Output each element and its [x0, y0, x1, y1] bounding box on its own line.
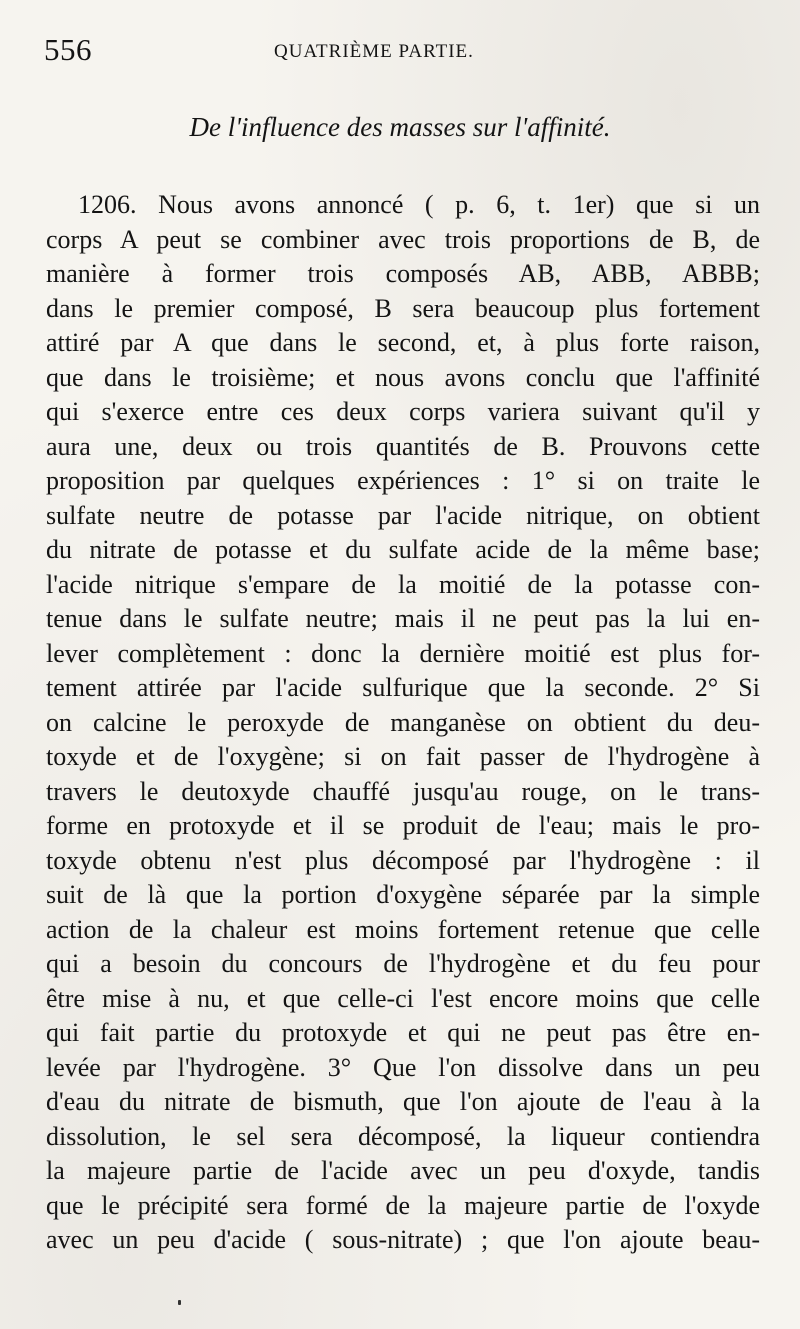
- text-line: aura une, deux ou trois quantités de B. Prouvons cette: [46, 431, 760, 461]
- text-line: corps A peut se combiner avec trois proportions de B, de: [46, 224, 760, 254]
- text-line: toxyde obtenu n'est plus décomposé par l'hydrogène : il: [46, 845, 760, 875]
- text-line: que le précipité sera formé de la majeure partie de l'oxyde: [46, 1190, 760, 1220]
- text-line: avec un peu d'acide ( sous-nitrate) ; que l'on ajoute beau-: [46, 1225, 760, 1254]
- text-line: manière à former trois composés AB, ABB, ABBB;: [46, 259, 760, 288]
- text-line: action de la chaleur est moins fortement retenue que celle: [46, 914, 760, 944]
- text-line: travers le deutoxyde chauffé jusqu'au rouge, on le trans-: [46, 776, 760, 806]
- text-line: tement attirée par l'acide sulfurique que la seconde. 2° Si: [46, 673, 760, 702]
- text-line: être mise à nu, et que celle-ci l'est encore moins que celle: [46, 983, 760, 1013]
- text-line: que dans le troisième; et nous avons conclu que l'affinité: [46, 362, 760, 392]
- text-line: on calcine le peroxyde de manganèse on obtient du deu-: [46, 707, 760, 737]
- text-line: 1206. Nous avons annoncé ( p. 6, t. 1er) que si un: [78, 190, 760, 219]
- page-header: [44, 32, 764, 72]
- running-head: QUATRIÈME PARTIE.: [274, 41, 474, 62]
- text-line: sulfate neutre de potasse par l'acide nitrique, on obtient: [46, 500, 760, 530]
- text-line: du nitrate de potasse et du sulfate acide de la même base;: [46, 535, 760, 564]
- text-line: tenue dans le sulfate neutre; mais il ne peut pas la lui en-: [46, 604, 760, 633]
- text-line: toxyde et de l'oxygène; si on fait passer de l'hydrogène à: [46, 742, 760, 771]
- text-line: d'eau du nitrate de bismuth, que l'on ajoute de l'eau à la: [46, 1087, 760, 1116]
- ink-speck: [178, 1300, 181, 1305]
- page-number: 556: [44, 32, 92, 67]
- text-line: levée par l'hydrogène. 3° Que l'on dissolve dans un peu: [46, 1052, 760, 1082]
- text-line: suit de là que la portion d'oxygène séparée par la simple: [46, 880, 760, 909]
- text-line: attiré par A que dans le second, et, à plus forte raison,: [46, 328, 760, 357]
- text-line: qui s'exerce entre ces deux corps variera suivant qu'il y: [46, 397, 760, 426]
- text-line: dans le premier composé, B sera beaucoup plus fortement: [46, 293, 760, 323]
- body-paragraph: [46, 188, 760, 1258]
- section-title: De l'influence des masses sur l'affinité.: [189, 112, 611, 142]
- text-line: forme en protoxyde et il se produit de l'eau; mais le pro-: [46, 811, 760, 840]
- text-line: dissolution, le sel sera décomposé, la liqueur contiendra: [46, 1121, 760, 1151]
- text-line: proposition par quelques expériences : 1° si on traite le: [46, 466, 760, 495]
- text-line: qui fait partie du protoxyde et qui ne peut pas être en-: [46, 1018, 760, 1047]
- text-line: lever complètement : donc la dernière moitié est plus for-: [46, 638, 760, 668]
- text-line: l'acide nitrique s'empare de la moitié de la potasse con-: [46, 569, 760, 599]
- text-line: qui a besoin du concours de l'hydrogène et du feu pour: [46, 949, 760, 978]
- text-line: la majeure partie de l'acide avec un peu d'oxyde, tandis: [46, 1156, 760, 1185]
